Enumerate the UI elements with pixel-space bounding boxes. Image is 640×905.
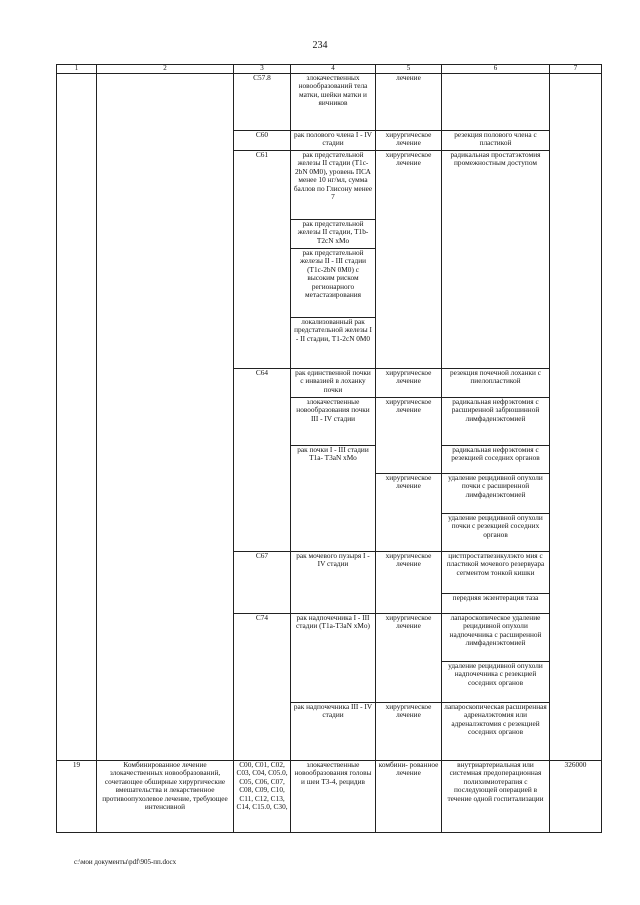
- diagnosis-cell: рак надпочечника I - III стадии (T1a-T3aN xMo): [291, 614, 376, 703]
- cost-cell: [550, 74, 602, 761]
- diagnosis-cell: злокачественные новообразования почки III - IV стадии: [291, 398, 376, 446]
- cost-cell: 326000: [550, 761, 602, 833]
- header-cell: 4: [291, 65, 376, 74]
- method-cell: лапароскопическая расширенная адреналэктомия или адреналэктомия с резекцией соседних органов: [442, 703, 550, 761]
- method-cell: передняя экзентерация таза: [442, 594, 550, 614]
- table-row: [57, 761, 602, 833]
- treatment-type-cell: комбини- рованное лечение: [376, 761, 442, 833]
- treatment-type-cell: хирургическое лечение: [376, 614, 442, 703]
- diagnosis-cell: рак надпочечника III - IV стадии: [291, 703, 376, 761]
- method-cell: лапароскопическое удаление рецидивной опухоли надпочечника с расширенной лимфаденэктомией: [442, 614, 550, 662]
- number-cell: [57, 74, 97, 761]
- method-cell: удаление рецидивной опухоли почки с резекцией соседних органов: [442, 514, 550, 552]
- code-cell: C60: [234, 131, 291, 151]
- header-cell: 3: [234, 65, 291, 74]
- method-cell: радикальная нефрэктомия с резекцией соседних органов: [442, 446, 550, 474]
- footer-file-path: c:\мои документы\pdf\905-пп.docx: [74, 858, 177, 866]
- method-cell: радикальная простатэктомия промежностным доступом: [442, 151, 550, 369]
- method-cell: резекция почечной лоханки с пиелопластикой: [442, 369, 550, 398]
- treatment-type-cell: хирургическое лечение: [376, 474, 442, 552]
- number-cell: 19: [57, 761, 97, 833]
- method-cell: удаление рецидивной опухоли почки с расширенной лимфаденэктомией: [442, 474, 550, 514]
- treatment-type-cell: хирургическое лечение: [376, 151, 442, 369]
- diagnosis-cell: рак мочевого пузыря I - IV стадии: [291, 552, 376, 614]
- page-number: 234: [312, 40, 328, 51]
- header-cell: 5: [376, 65, 442, 74]
- method-cell: радикальная нефрэктомия с расширенной забрюшинной лимфаденэктомией: [442, 398, 550, 446]
- code-cell: C67: [234, 552, 291, 614]
- code-cell: C74: [234, 614, 291, 761]
- header-cell: 2: [97, 65, 234, 74]
- table-row: [57, 74, 602, 131]
- method-cell: [442, 74, 550, 131]
- diagnosis-cell: злокачественные новообразования головы и шеи T3-4, рецидив: [291, 761, 376, 833]
- method-cell: удаление рецидивной опухоли надпочечника с резекцией соседних органов: [442, 662, 550, 703]
- header-row: [57, 65, 602, 74]
- treatment-type-cell: хирургическое лечение: [376, 552, 442, 614]
- tariff-table: [56, 64, 602, 833]
- diagnosis-cell: рак предстательной железы II - III стадии (T1c-2bN 0M0) с высоким риском регионарного метастазирования: [291, 249, 376, 318]
- treatment-type-cell: хирургическое лечение: [376, 369, 442, 398]
- treatment-type-cell: лечение: [376, 74, 442, 131]
- header-cell: 1: [57, 65, 97, 74]
- header-cell: 6: [442, 65, 550, 74]
- diagnosis-cell: рак полового члена I - IV стадии: [291, 131, 376, 151]
- diagnosis-cell: рак предстательной железы II стадии, T1b-T2cN xMo: [291, 220, 376, 249]
- method-cell: цистпростатвезикулэкто мия с пластикой мочевого резервуара сегментом тонкой кишки: [442, 552, 550, 594]
- group-name-cell: Комбинированное лечение злокачественных новообразований, сочетающее обширные хирургические вмешательства и лекарственное противоопухолевое лечение, требующее интенсивной: [97, 761, 234, 833]
- treatment-type-cell: хирургическое лечение: [376, 703, 442, 761]
- treatment-type-cell: хирургическое лечение: [376, 398, 442, 474]
- diagnosis-cell: локализованный рак предстательной железы I - II стадии, T1-2cN 0M0: [291, 318, 376, 369]
- code-cell: C57.8: [234, 74, 291, 131]
- diagnosis-cell: рак почки I - III стадии T1a- T3aN xMo: [291, 446, 376, 552]
- diagnosis-cell: рак единственной почки с инвазией в лоханку почки: [291, 369, 376, 398]
- treatment-type-cell: хирургическое лечение: [376, 131, 442, 151]
- group-name-cell: [97, 74, 234, 761]
- code-cell: C00, C01, C02, C03, C04, C05.0, C05, C06, C07, C08, C09, C10, C11, C12, C13, C14, C15.0, C30,: [234, 761, 291, 833]
- diagnosis-cell: рак предстательной железы II стадии (T1c-2bN 0M0), уровень ПСА менее 10 нг/мл, сумма баллов по Глисону менее 7: [291, 151, 376, 220]
- diagnosis-cell: злокачественных новообразований тела матки, шейки матки и яичников: [291, 74, 376, 131]
- code-cell: C64: [234, 369, 291, 552]
- method-cell: резекция полового члена с пластикой: [442, 131, 550, 151]
- code-cell: C61: [234, 151, 291, 369]
- method-cell: внутриартериальная или системная предоперационная полихимиотерапия с последующей операцией в течение одной госпитализации: [442, 761, 550, 833]
- header-cell: 7: [550, 65, 602, 74]
